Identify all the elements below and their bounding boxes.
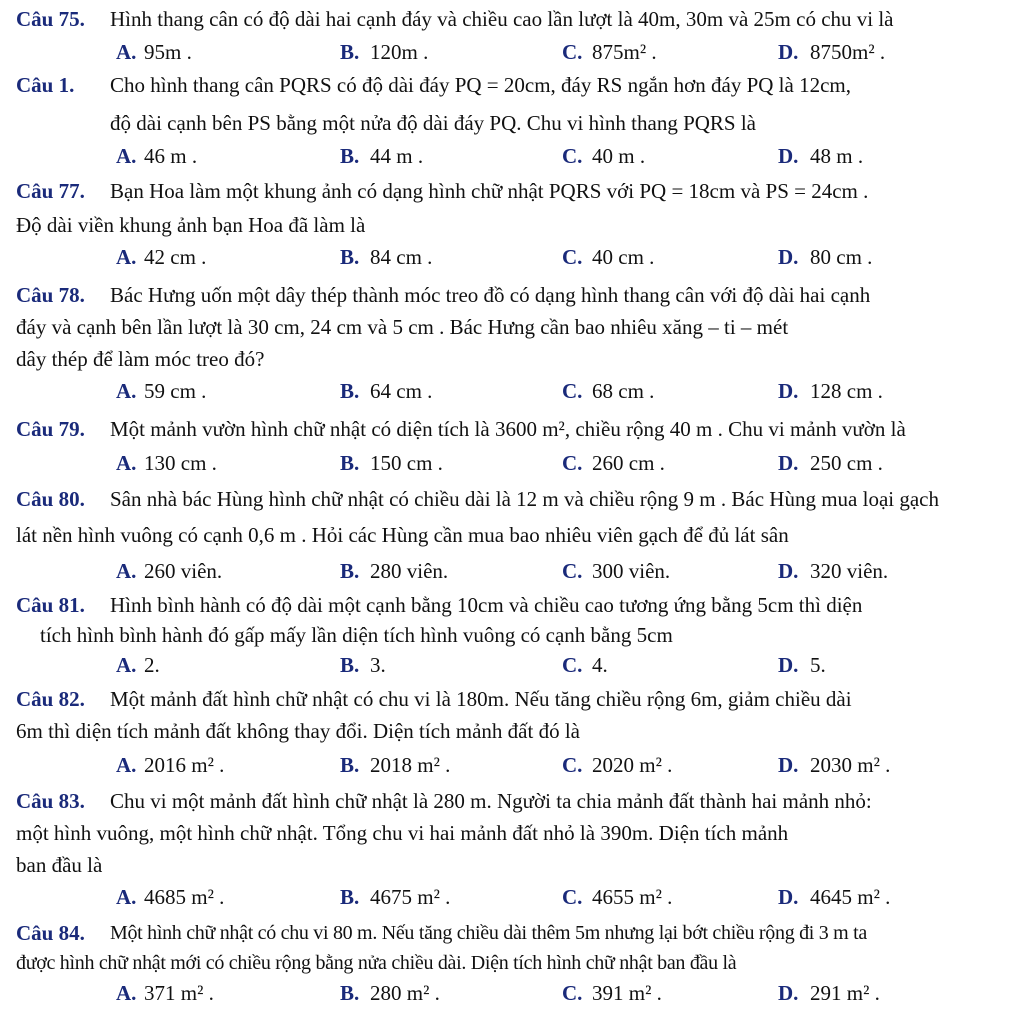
option-d-label: D. [778, 451, 799, 475]
option-b-value: 120m . [370, 40, 429, 64]
option-c-label: C. [562, 981, 583, 1005]
option-c-value: 68 cm . [592, 379, 655, 403]
option-d-value: 4645 m² . [810, 885, 891, 909]
option-d-label: D. [778, 885, 799, 909]
option-a-label: A. [116, 245, 137, 269]
option-d-value: 320 viên. [810, 559, 889, 583]
option-b-value: 2018 m² . [370, 753, 451, 777]
question-label: Câu 79. [16, 417, 85, 441]
option-a-label: A. [116, 40, 137, 64]
question-label: Câu 1. [16, 73, 75, 97]
option-d-value: 2030 m² . [810, 753, 891, 777]
question-text: dây thép để làm móc treo đó? [16, 347, 265, 371]
option-c-label: C. [562, 753, 583, 777]
option-c-label: C. [562, 40, 583, 64]
option-c-value: 40 m . [592, 144, 646, 168]
question-text: Một hình chữ nhật có chu vi 80 m. Nếu tăng chiều dài thêm 5m nhưng lại bớt chiều rộng đi 3 m ta [110, 922, 867, 944]
question-text: Độ dài viền khung ảnh bạn Hoa đã làm là [16, 213, 366, 237]
question-text: độ dài cạnh bên PS bằng một nửa độ dài đáy PQ. Chu vi hình thang PQRS là [110, 111, 757, 135]
option-a-label: A. [116, 144, 137, 168]
option-a-value: 2016 m² . [144, 753, 225, 777]
option-b-label: B. [340, 40, 360, 64]
question-text: 6m thì diện tích mảnh đất không thay đổi. Diện tích mảnh đất đó là [16, 719, 580, 743]
option-b-label: B. [340, 753, 360, 777]
question-text: được hình chữ nhật mới có chiều rộng bằng nửa chiều dài. Diện tích hình chữ nhật ban đầu là [16, 952, 737, 974]
question-text: Một mảnh đất hình chữ nhật có chu vi là 180m. Nếu tăng chiều rộng 6m, giảm chiều dài [110, 687, 852, 711]
option-b-label: B. [340, 245, 360, 269]
option-c-value: 2020 m² . [592, 753, 673, 777]
option-a-label: A. [116, 451, 137, 475]
question-label: Câu 83. [16, 789, 85, 813]
option-d-value: 250 cm . [810, 451, 883, 475]
option-a-value: 260 viên. [144, 559, 223, 583]
option-b-label: B. [340, 379, 360, 403]
option-a-value: 46 m . [144, 144, 198, 168]
question-label: Câu 80. [16, 487, 85, 511]
question-text: Chu vi một mảnh đất hình chữ nhật là 280 m. Người ta chia mảnh đất thành hai mảnh nhỏ: [110, 789, 872, 813]
option-b-value: 64 cm . [370, 379, 433, 403]
option-d-value: 128 cm . [810, 379, 883, 403]
option-b-label: B. [340, 559, 360, 583]
option-b-label: B. [340, 981, 360, 1005]
option-b-value: 84 cm . [370, 245, 433, 269]
option-c-label: C. [562, 451, 583, 475]
option-a-label: A. [116, 885, 137, 909]
question-label: Câu 78. [16, 283, 85, 307]
option-a-value: 130 cm . [144, 451, 217, 475]
option-a-value: 95m . [144, 40, 192, 64]
question-text: Bác Hưng uốn một dây thép thành móc treo đồ có dạng hình thang cân với độ dài hai cạnh [110, 283, 871, 307]
option-d-value: 80 cm . [810, 245, 873, 269]
option-b-value: 4675 m² . [370, 885, 451, 909]
option-a-value: 42 cm . [144, 245, 207, 269]
question-label: Câu 82. [16, 687, 85, 711]
option-c-value: 300 viên. [592, 559, 671, 583]
option-d-value: 48 m . [810, 144, 864, 168]
option-c-label: C. [562, 379, 583, 403]
option-c-label: C. [562, 559, 583, 583]
option-b-label: B. [340, 144, 360, 168]
question-text: đáy và cạnh bên lần lượt là 30 cm, 24 cm và 5 cm . Bác Hưng cần bao nhiêu xăng – ti – mét [16, 315, 789, 339]
question-label: Câu 84. [16, 921, 85, 945]
option-b-value: 280 m² . [370, 981, 440, 1005]
question-text: Hình bình hành có độ dài một cạnh bằng 10cm và chiều cao tương ứng bằng 5cm thì diện [110, 593, 863, 617]
question-text: tích hình bình hành đó gấp mấy lần diện tích hình vuông có cạnh bằng 5cm [40, 623, 673, 647]
question-text: Một mảnh vườn hình chữ nhật có diện tích là 3600 m², chiều rộng 40 m . Chu vi mảnh vườn là [110, 417, 906, 441]
option-b-label: B. [340, 885, 360, 909]
option-c-label: C. [562, 653, 583, 677]
option-d-value: 8750m² . [810, 40, 886, 64]
question-text: Cho hình thang cân PQRS có độ dài đáy PQ = 20cm, đáy RS ngắn hơn đáy PQ là 12cm, [110, 73, 851, 97]
option-b-value: 3. [370, 653, 386, 677]
option-b-label: B. [340, 451, 360, 475]
question-text: Bạn Hoa làm một khung ảnh có dạng hình chữ nhật PQRS với PQ = 18cm và PS = 24cm . [110, 179, 869, 203]
option-b-label: B. [340, 653, 360, 677]
option-d-label: D. [778, 379, 799, 403]
option-a-label: A. [116, 379, 137, 403]
option-c-value: 40 cm . [592, 245, 655, 269]
question-label: Câu 81. [16, 593, 85, 617]
question-label: Câu 77. [16, 179, 85, 203]
option-a-label: A. [116, 653, 137, 677]
option-d-label: D. [778, 245, 799, 269]
option-a-value: 59 cm . [144, 379, 207, 403]
option-c-value: 260 cm . [592, 451, 665, 475]
option-c-value: 391 m² . [592, 981, 662, 1005]
option-d-label: D. [778, 40, 799, 64]
option-b-value: 44 m . [370, 144, 424, 168]
option-c-label: C. [562, 245, 583, 269]
option-d-label: D. [778, 653, 799, 677]
option-c-value: 4655 m² . [592, 885, 673, 909]
option-a-label: A. [116, 981, 137, 1005]
option-c-value: 4. [592, 653, 608, 677]
question-text: Hình thang cân có độ dài hai cạnh đáy và chiều cao lần lượt là 40m, 30m và 25m có chu vi là [110, 7, 894, 31]
option-b-value: 280 viên. [370, 559, 449, 583]
option-a-value: 371 m² . [144, 981, 214, 1005]
option-a-label: A. [116, 753, 137, 777]
option-d-value: 291 m² . [810, 981, 880, 1005]
option-c-label: C. [562, 144, 583, 168]
option-d-label: D. [778, 753, 799, 777]
option-b-value: 150 cm . [370, 451, 443, 475]
question-label: Câu 75. [16, 7, 85, 31]
option-c-value: 875m² . [592, 40, 657, 64]
option-a-label: A. [116, 559, 137, 583]
option-d-label: D. [778, 981, 799, 1005]
question-text: ban đầu là [16, 853, 103, 877]
option-c-label: C. [562, 885, 583, 909]
question-text: Sân nhà bác Hùng hình chữ nhật có chiều dài là 12 m và chiều rộng 9 m . Bác Hùng mua loại gạch [110, 487, 939, 511]
question-text: một hình vuông, một hình chữ nhật. Tổng chu vi hai mảnh đất nhỏ là 390m. Diện tích mảnh [16, 821, 789, 845]
option-a-value: 2. [144, 653, 160, 677]
option-d-label: D. [778, 559, 799, 583]
option-d-value: 5. [810, 653, 826, 677]
option-a-value: 4685 m² . [144, 885, 225, 909]
question-text: lát nền hình vuông có cạnh 0,6 m . Hỏi các Hùng cần mua bao nhiêu viên gạch để đủ lát sân [16, 523, 789, 547]
option-d-label: D. [778, 144, 799, 168]
